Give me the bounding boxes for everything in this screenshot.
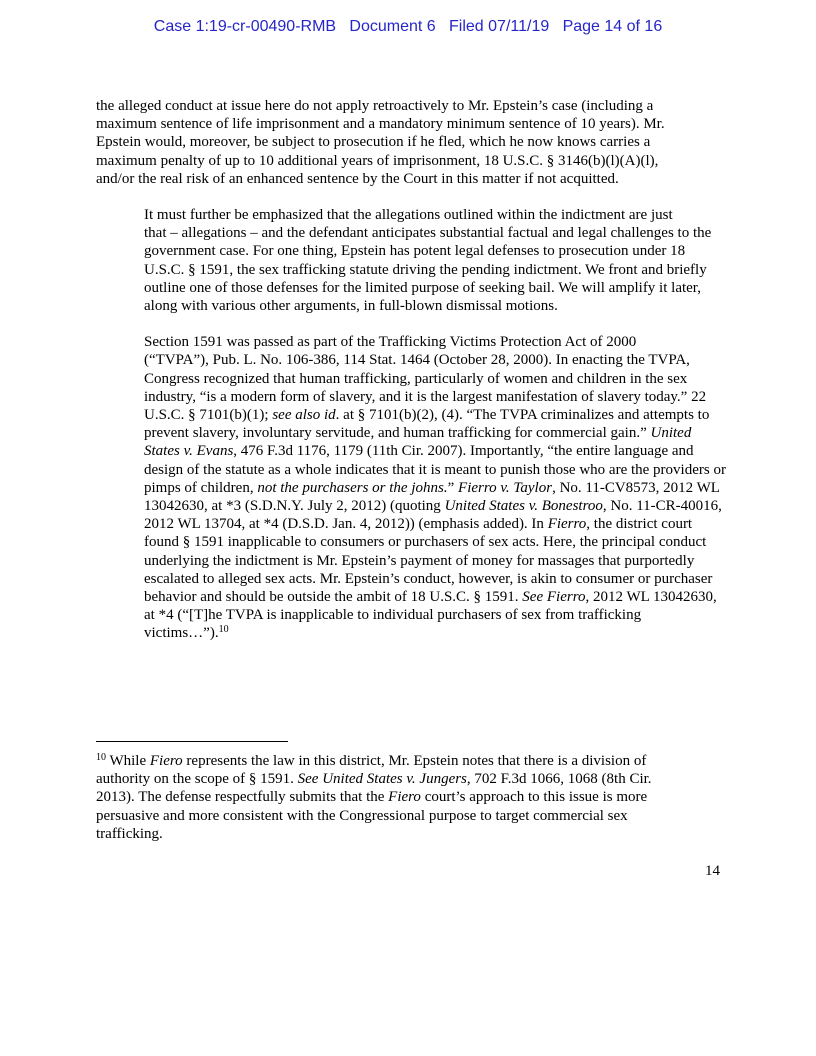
italic-text: United [650, 425, 692, 442]
text-run: victims…”). [144, 625, 219, 642]
text-run: Congress recognized that human trafficking, particularly of women and children in the sex [144, 370, 688, 387]
paragraph [96, 97, 724, 188]
italic-text: See Fierro [522, 589, 586, 606]
text-line [96, 242, 724, 260]
text-run: 2013). The defense respectfully submits that the [96, 789, 389, 806]
text-run: represents the law in this district, Mr. Epstein notes that there is a division of [182, 753, 647, 769]
italic-text: Fierro v. Taylor [458, 479, 553, 496]
text-run: Section 1591 was passed as part of the Trafficking Victims Protection Act of 2000 [144, 334, 637, 351]
text-run: , the district court [586, 516, 693, 533]
text-run: court’s approach to this issue is more [420, 789, 648, 806]
text-run: , No. 11-CV8573, 2012 WL [552, 479, 720, 496]
italic-text: See United States v. Jungers [297, 771, 467, 788]
text-line [96, 770, 724, 788]
footnote-marker: 10 [218, 624, 229, 636]
text-run: the alleged conduct at issue here do not apply retroactively to Mr. Epstein’s case (including a [96, 98, 654, 114]
text-run: , 702 F.3d 1066, 1068 (8th Cir. [466, 771, 652, 788]
text-run: escalated to alleged sex acts. Mr. Epstein’s conduct, however, is akin to consumer or purchaser [144, 570, 713, 587]
italic-text: States v. Evans [144, 443, 234, 460]
text-run: 13042630, at *3 (S.D.N.Y. July 2, 2012) (quoting [144, 498, 445, 515]
text-line [96, 351, 724, 369]
italic-text: Fiero [388, 789, 421, 806]
text-line [96, 624, 724, 642]
text-line [96, 115, 724, 133]
paragraph [96, 206, 724, 315]
italic-text: Fierro [547, 516, 587, 533]
case-header: Case 1:19-cr-00490-RMB Document 6 Filed 07/11/19 Page 14 of 16 [153, 18, 663, 35]
footnote-10 [96, 752, 724, 843]
text-line [96, 479, 724, 497]
text-run: pimps of children, [144, 479, 258, 496]
text-line [96, 533, 724, 551]
text-run: prevent slavery, involuntary servitude, and human trafficking for commercial gain.” [144, 425, 651, 442]
text-line [96, 261, 724, 279]
text-line [96, 424, 724, 442]
text-line [96, 97, 724, 115]
text-line [96, 133, 724, 151]
text-line [96, 442, 724, 460]
text-run: maximum sentence of life imprisonment and a mandatory minimum sentence of 10 years). Mr. [96, 116, 665, 133]
text-run: and/or the real risk of an enhanced sentence by the Court in this matter if not acquitted. [96, 170, 619, 187]
text-line [96, 807, 724, 825]
text-run: design of the statute as a whole indicates that it is meant to punish those who are the providers or [144, 461, 726, 478]
text-line [96, 170, 724, 188]
text-run: Epstein would, moreover, be subject to prosecution if he fled, which he now knows carries a [96, 134, 651, 151]
text-run: trafficking. [96, 825, 163, 842]
paragraph [96, 333, 724, 642]
text-run: . at § 7101(b)(2), (4). “The TVPA criminalizes and attempts to [335, 407, 710, 424]
text-run: maximum penalty of up to 10 additional years of imprisonment, 18 U.S.C. § 3146(b)(l)(A)(l), [96, 152, 659, 169]
text-run: authority on the scope of § 1591. [96, 771, 298, 788]
italic-text: Fiero [149, 753, 183, 769]
text-run: U.S.C. § 1591, the sex trafficking statute driving the pending indictment. We front and briefly [144, 261, 707, 278]
italic-text: United States v. Bonestroo [444, 498, 603, 515]
italic-text: not the purchasers or the johns. [257, 479, 448, 496]
footnote-divider [96, 741, 288, 742]
text-line [96, 552, 724, 570]
text-line [96, 279, 724, 297]
text-run: , 2012 WL 13042630, [585, 589, 717, 606]
text-run: persuasive and more consistent with the Congressional purpose to target commercial sex [96, 807, 628, 824]
text-run: that – allegations – and the defendant anticipates substantial factual and legal challenges to the [144, 225, 712, 242]
text-line [96, 588, 724, 606]
text-line [96, 752, 724, 770]
text-run: outline one of those defenses for the limited purpose of seeking bail. We will amplify it later, [144, 279, 701, 296]
text-line [96, 461, 724, 479]
text-line [96, 388, 724, 406]
text-run: at *4 (“[T]he TVPA is inapplicable to individual purchasers of sex from trafficking [144, 607, 642, 624]
text-line [96, 788, 724, 806]
text-run: underlying the indictment is Mr. Epstein’s payment of money for massages that purportedly [144, 552, 695, 569]
text-line [96, 497, 724, 515]
text-run: along with various other arguments, in full-blown dismissal motions. [144, 298, 558, 315]
text-line [96, 606, 724, 624]
text-run: It must further be emphasized that the allegations outlined within the indictment are just [144, 207, 673, 224]
text-line [96, 224, 724, 242]
text-run: U.S.C. § 7101(b)(1); [144, 407, 273, 424]
text-line [96, 515, 724, 533]
text-line [96, 206, 724, 224]
text-run: government case. For one thing, Epstein has potent legal defenses to prosecution under 18 [144, 243, 686, 260]
text-run: industry, “is a modern form of slavery, and it is the largest manifestation of slavery today.” 22 [144, 388, 707, 405]
text-run: 2012 WL 13704, at *4 (D.S.D. Jan. 4, 2012)) (emphasis added). In [144, 516, 548, 533]
text-line [96, 406, 724, 424]
footnote-marker: 10 [96, 752, 106, 763]
page-number: 14 [705, 863, 720, 879]
text-line [96, 297, 724, 315]
text-run: While [106, 753, 150, 769]
text-run: , No. 11-CR-40016, [602, 498, 722, 515]
text-line [96, 333, 724, 351]
text-line [96, 152, 724, 170]
text-run: ” [447, 479, 459, 496]
document-body [96, 97, 724, 661]
text-line [96, 570, 724, 588]
text-run: (“TVPA”), Pub. L. No. 106-386, 114 Stat. 1464 (October 28, 2000). In enacting the TVPA, [144, 352, 690, 369]
text-run: found § 1591 inapplicable to consumers or purchasers of sex acts. Here, the principal conduct [144, 534, 707, 551]
text-line [96, 825, 724, 843]
italic-text: see also id [272, 407, 336, 424]
text-run: , 476 F.3d 1176, 1179 (11th Cir. 2007). Importantly, “the entire language and [233, 443, 694, 460]
text-line [96, 370, 724, 388]
text-run: behavior and should be outside the ambit of 18 U.S.C. § 1591. [144, 589, 523, 606]
